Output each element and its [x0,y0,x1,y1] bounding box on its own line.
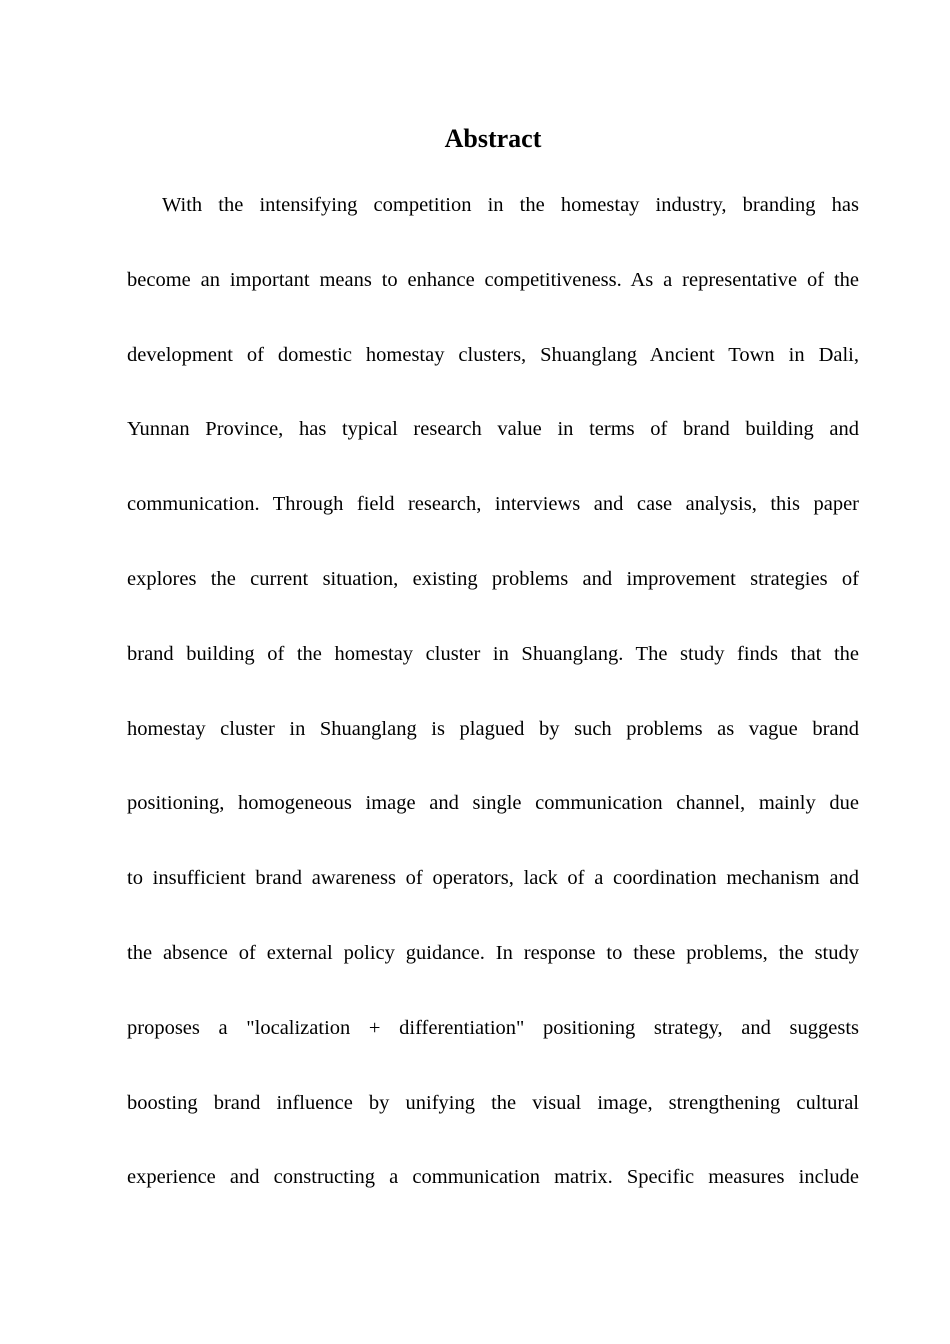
paragraph-line: proposes a "localization + differentiation" positioning strategy, and suggests [127,1016,859,1039]
paragraph-line: positioning, homogeneous image and single communication channel, mainly due [127,792,859,815]
paragraph-line: development of domestic homestay clusters, Shuanglang Ancient Town in Dali, [127,343,859,366]
paragraph-line: With the intensifying competition in the homestay industry, branding has [162,194,859,216]
paragraph-line: homestay cluster in Shuanglang is plagued by such problems as vague brand [127,717,859,740]
paragraph-line: the absence of external policy guidance. In response to these problems, the study [127,941,859,964]
paragraph-line: communication. Through field research, interviews and case analysis, this paper [127,493,859,516]
paragraph-line: explores the current situation, existing problems and improvement strategies of [127,567,859,590]
paragraph-line: experience and constructing a communication matrix. Specific measures include [127,1166,859,1189]
paragraph-line: brand building of the homestay cluster in Shuanglang. The study finds that the [127,642,859,665]
paragraph-line: Yunnan Province, has typical research value in terms of brand building and [127,418,859,441]
paragraph-line: become an important means to enhance competitiveness. As a representative of the [127,268,859,291]
abstract-paragraph [127,188,859,1235]
paragraph-line: to insufficient brand awareness of operators, lack of a coordination mechanism and [127,867,859,890]
abstract-heading: Abstract [444,124,542,153]
paragraph-line: boosting brand influence by unifying the visual image, strengthening cultural [127,1091,859,1114]
